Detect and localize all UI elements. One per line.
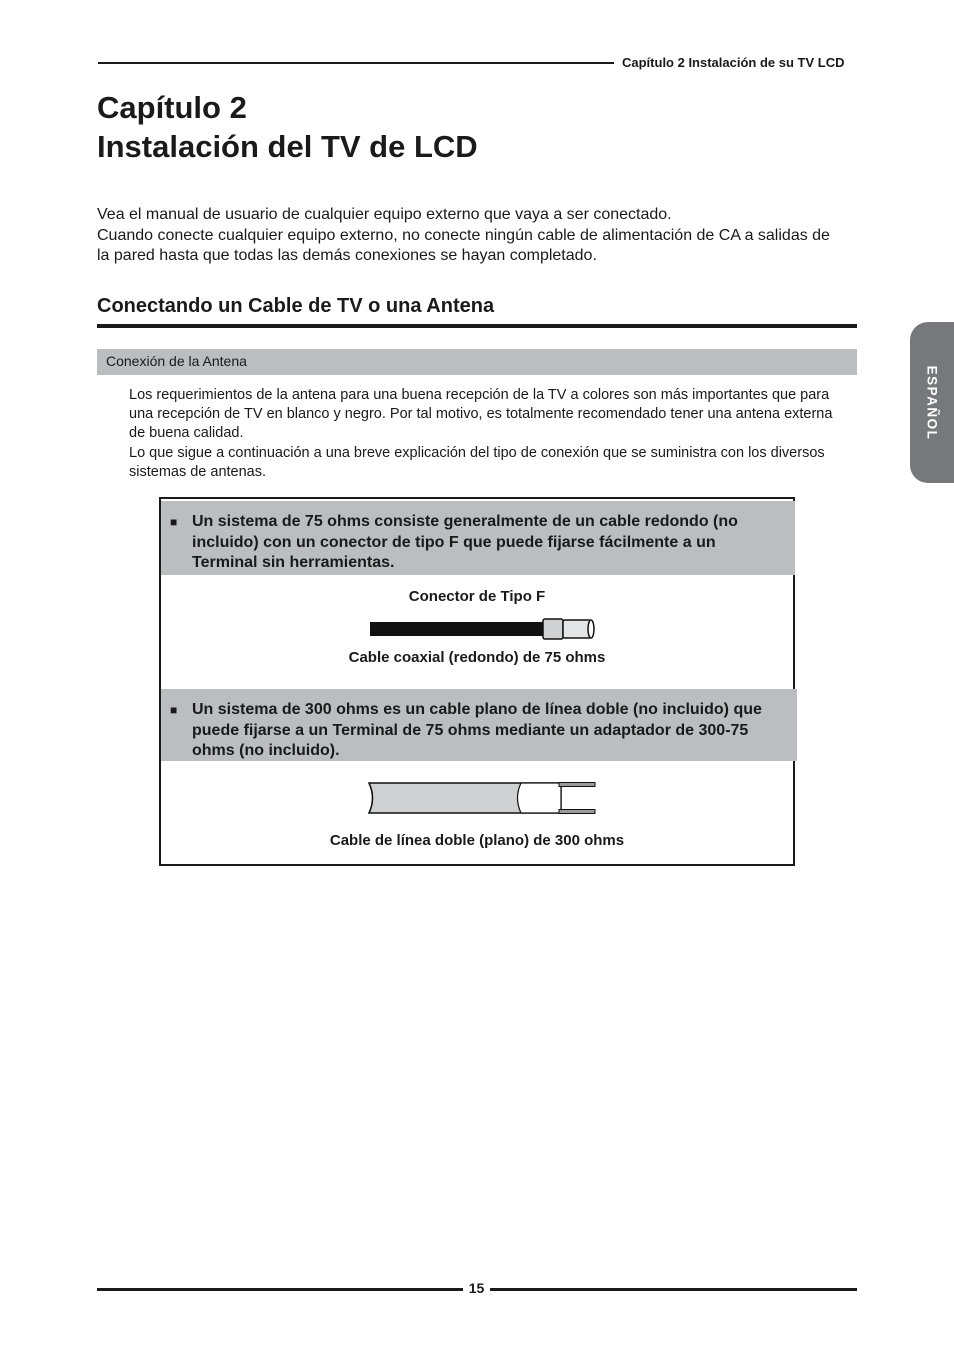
section-paragraph-2: Lo que sigue a continuación a una breve explicación del tipo de conexión que se suministra con los diversos sistemas de antenas. bbox=[129, 444, 825, 480]
f-connector-body-icon bbox=[563, 620, 591, 638]
bullet-text-300-ohm: Un sistema de 300 ohms es un cable plano de línea doble (no incluido) que puede fijarse a un Terminal de 75 ohms mediante un adaptador de 300-75 ohms (no incluido). bbox=[192, 701, 762, 759]
footer-rule-right bbox=[490, 1288, 857, 1291]
square-bullet-icon: ■ bbox=[170, 515, 178, 529]
bullet-item-75-ohm bbox=[170, 512, 782, 574]
intro-paragraph-1: Vea el manual de usuario de cualquier equipo externo que vaya a ser conectado. bbox=[97, 206, 672, 223]
subheading-bar bbox=[97, 349, 857, 375]
intro-text bbox=[97, 205, 837, 267]
chapter-title-line1: Capítulo 2 bbox=[97, 90, 247, 125]
running-header: Capítulo 2 Instalación de su TV LCD bbox=[622, 55, 845, 70]
twin-lead-cable-illustration bbox=[366, 779, 598, 819]
chapter-title-line2: Instalación del TV de LCD bbox=[97, 129, 478, 164]
twin-lead-stripped-end bbox=[518, 783, 562, 813]
twin-lead-caption: Cable de línea doble (plano) de 300 ohms bbox=[329, 832, 625, 849]
coaxial-cable-illustration bbox=[368, 616, 598, 642]
connector-label: Conector de Tipo F bbox=[408, 588, 546, 605]
item-band-75-ohm bbox=[161, 501, 795, 575]
footer-rule-left bbox=[97, 1288, 463, 1291]
section-paragraph-1: Los requerimientos de la antena para una buena recepción de la TV a colores son más importantes que para una recepción de TV en blanco y negro. Por tal motivo, es totalmente recomendado tener una antena externa de buena calidad. bbox=[129, 387, 833, 442]
antenna-types-box bbox=[159, 497, 795, 866]
intro-paragraph-2: Cuando conecte cualquier equipo externo, no conecte ningún cable de alimentación de CA a salidas de la pared hasta que todas las demás conexiones se hayan completado. bbox=[97, 226, 830, 264]
item-band-300-ohm bbox=[161, 689, 797, 761]
twin-lead-wire-bottom-icon bbox=[559, 810, 595, 814]
section-rule bbox=[97, 324, 857, 328]
page-number: 15 bbox=[468, 1280, 485, 1296]
language-tab-label: ESPAÑOL bbox=[924, 365, 940, 440]
header-rule bbox=[98, 62, 614, 64]
twin-lead-wire-top-icon bbox=[559, 783, 595, 787]
language-side-tab bbox=[910, 322, 954, 483]
f-connector-nut-icon bbox=[543, 619, 563, 639]
coax-cable-body bbox=[370, 622, 544, 636]
bullet-item-300-ohm bbox=[170, 700, 782, 762]
section-title: Conectando un Cable de TV o una Antena bbox=[97, 295, 495, 317]
subheading-label: Conexión de la Antena bbox=[106, 353, 247, 369]
f-connector-tip-icon bbox=[588, 620, 594, 638]
bullet-text-75-ohm: Un sistema de 75 ohms consiste generalmente de un cable redondo (no incluido) con un conector de tipo F que puede fijarse fácilmente a un Terminal sin herramientas. bbox=[192, 513, 738, 571]
section-body bbox=[129, 386, 839, 482]
coax-caption: Cable coaxial (redondo) de 75 ohms bbox=[348, 649, 606, 666]
square-bullet-icon: ■ bbox=[170, 703, 178, 717]
chapter-title bbox=[97, 88, 478, 166]
